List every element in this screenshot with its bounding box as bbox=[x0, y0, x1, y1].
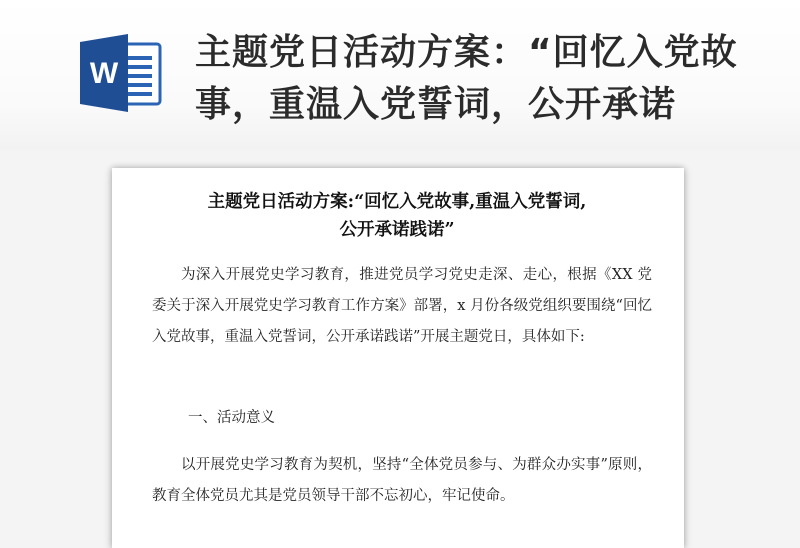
banner-title: 主题党日活动方案：“回忆入党故事，重温入党誓词，公开承诺 bbox=[195, 32, 738, 125]
preview-banner bbox=[0, 0, 800, 150]
intro-paragraph: 为深入开展党史学习教育，推进党员学习党史走深、走心，根据《XX 党委关于深入开展党史学习教育工作方案》部署，x 月份各级党组织要围绕“回忆入党故事，重温入党誓词，公开承诺践诺”开展主题党日，具体如下: bbox=[152, 267, 652, 345]
word-icon-letter: W bbox=[89, 57, 119, 90]
document-page bbox=[112, 168, 684, 548]
significance-paragraph: 以开展党史学习教育为契机，坚持“全体党员参与、为群众办实事”原则，教育全体党员尤其是党员领导干部不忘初心，牢记使命。 bbox=[152, 457, 652, 504]
section-heading-activity-significance: 一、活动意义 bbox=[188, 410, 275, 426]
document-title-line-1: 主题党日活动方案:“回忆入党故事,重温入党誓词, bbox=[207, 192, 587, 212]
document-title bbox=[142, 188, 652, 244]
document-title-line-2: 公开承诺践诺” bbox=[339, 220, 455, 240]
word-document-icon bbox=[78, 32, 164, 114]
